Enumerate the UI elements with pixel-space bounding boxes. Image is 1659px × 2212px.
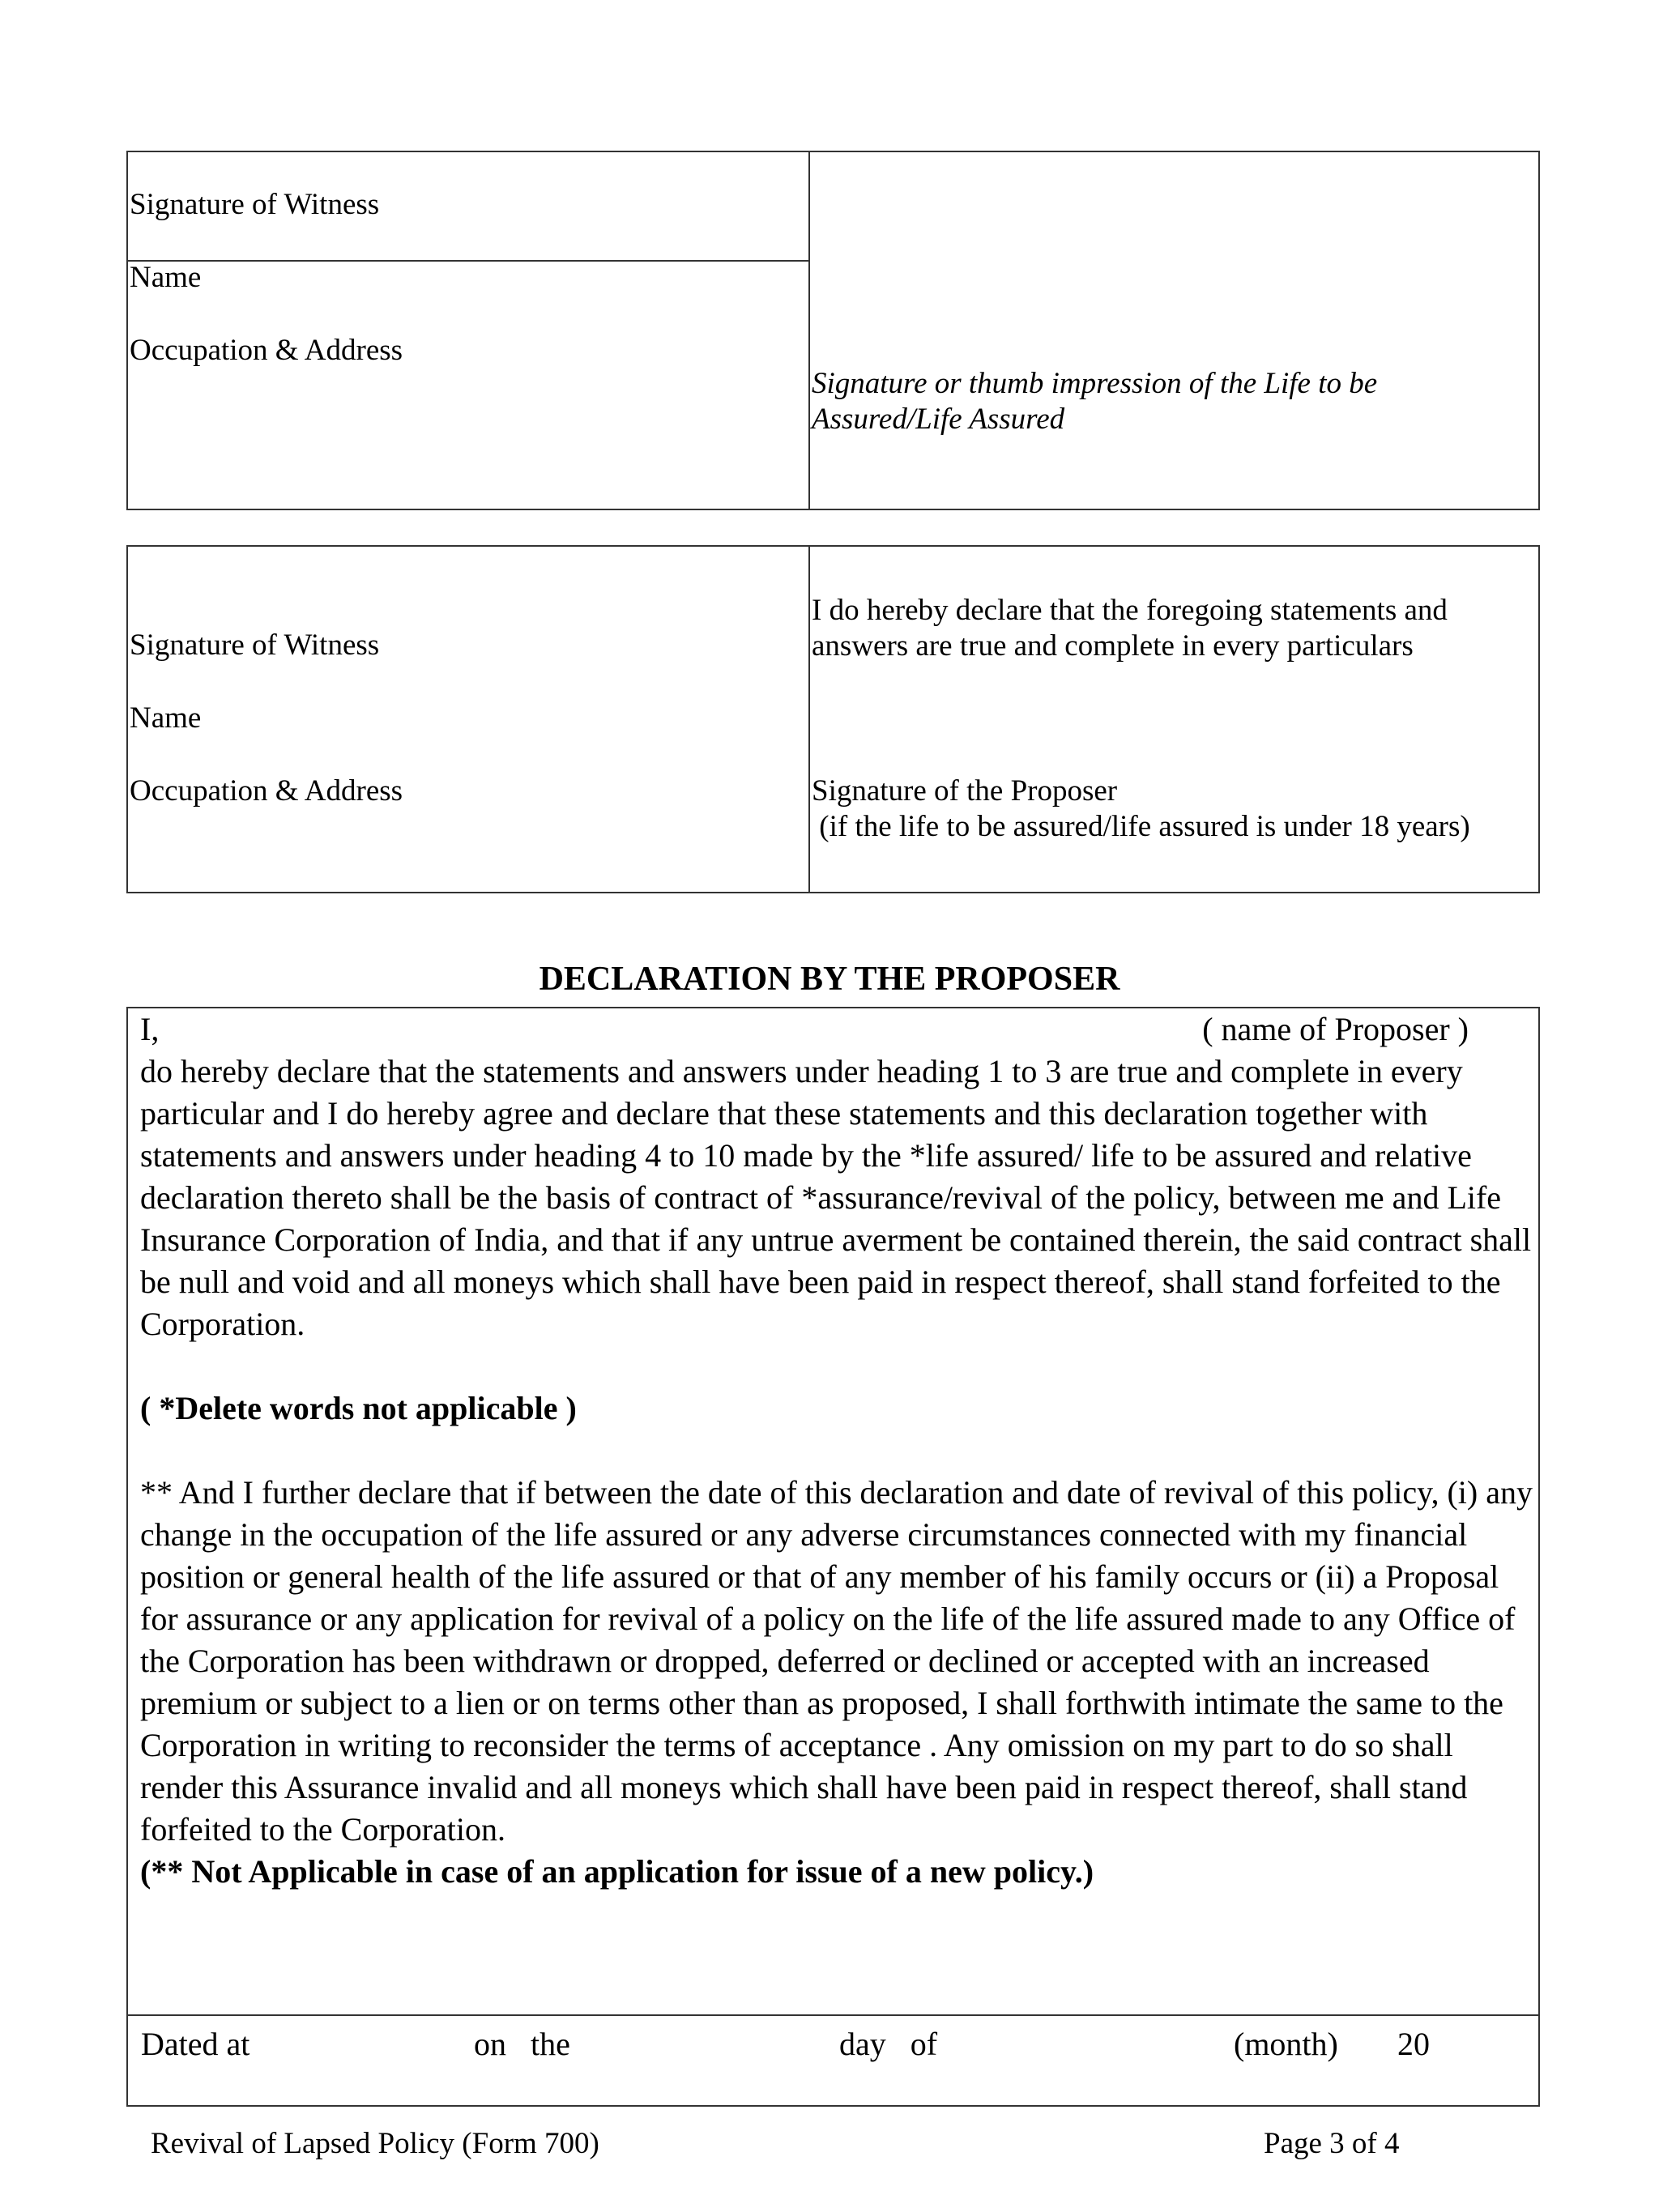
box1-row-divider [126, 260, 809, 262]
on-the-label: on the [474, 2026, 570, 2062]
witness-occupation-label: Occupation & Address [130, 774, 403, 808]
year-prefix: 20 [1397, 2026, 1430, 2062]
proposer-signature-label: Signature of the Proposer [812, 774, 1118, 808]
witness-name-label: Name [130, 701, 202, 735]
witness-signature-label: Signature of Witness [130, 188, 380, 221]
life-assured-signature-label: Signature or thumb impression of the Life to be [812, 367, 1378, 400]
declaration-paragraph-2: ** And I further declare that if between the date of this declaration and date of revival of this policy, (i) any change in the occupation of the life assured or any adverse circumstances connected with my financial position or general health of the life assured or that of any member of his family occurs or (ii) a Proposal for assurance or any application for revival of a policy on the life of the life assured made to any Office of the Corporation has been withdrawn or dropped, deferred or declined or accepted with an increased premium or subject to a lien or on terms other than as proposed, I shall forthwith intimate the same to the Corporation in writing to reconsider the terms of acceptance . Any omission on my part to do so shall render this Assurance invalid and all moneys which shall have been paid in respect thereof, shall stand forfeited to the Corporation. [140, 1474, 1533, 1848]
footer-form-name: Revival of Lapsed Policy (Form 700) [151, 2127, 599, 2160]
day-of-label: day of [839, 2026, 938, 2062]
box2-divider [808, 545, 810, 893]
witness-name-label: Name [130, 261, 202, 294]
footer-page-number: Page 3 of 4 [1264, 2127, 1400, 2160]
proposer-age-note: (if the life to be assured/life assured is under 18 years) [812, 810, 1470, 843]
dated-at-label: Dated at [141, 2026, 250, 2062]
declaration-statement: I do hereby declare that the foregoing statements and [812, 594, 1448, 627]
witness-signature-label: Signature of Witness [130, 629, 380, 662]
not-applicable-note: (** Not Applicable in case of an application for issue of a new policy.) [140, 1853, 1094, 1890]
i-label: I, [140, 1011, 160, 1047]
declaration-title: DECLARATION BY THE PROPOSER [539, 961, 1120, 998]
proposer-name-line [140, 1008, 1533, 1051]
proposer-name-blank: ( name of Proposer ) [1202, 1011, 1469, 1047]
month-label: (month) [1234, 2026, 1338, 2062]
declaration-date-divider [126, 2014, 1540, 2016]
declaration-statement-2: answers are true and complete in every particulars [812, 629, 1414, 663]
delete-words-note: ( *Delete words not applicable ) [140, 1390, 577, 1426]
life-assured-signature-label-2: Assured/Life Assured [812, 403, 1065, 436]
declaration-paragraph-1: do hereby declare that the statements and answers under heading 1 to 3 are true and complete in every particular and I do hereby agree and declare that these statements and this declaration together with statements and answers under heading 4 to 10 made by the *life assured/ life to be assured and relative declaration thereto shall be the basis of contract of *assurance/revival of the policy, between me and Life Insurance Corporation of India, and that if any untrue averment be contained therein, the said contract shall be null and void and all moneys which shall have been paid in respect thereof, shall stand forfeited to the Corporation. [140, 1053, 1532, 1342]
box1-divider [808, 151, 810, 510]
declaration-body [140, 1008, 1533, 1893]
witness-occupation-label: Occupation & Address [130, 334, 403, 367]
